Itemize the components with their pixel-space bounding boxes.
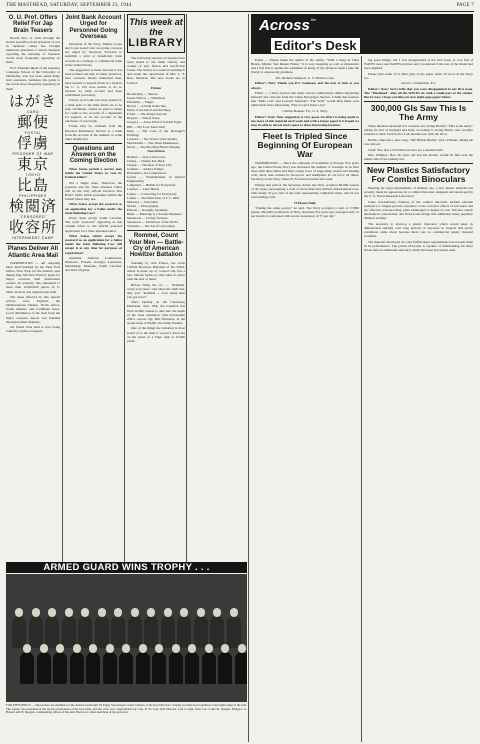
sailor-face <box>197 608 205 617</box>
answer-paragraph: Alabama, Arizona, Connecticut, Delaware, Florida, Georgia, Louisiana, Mississippi, Montana, South Carolina, and West Virginia. <box>65 256 122 273</box>
sailor-figure <box>119 652 133 684</box>
article-paragraph: The following selected accessions have been added to the Main Library and consist of new fiction and non-fiction books. The library is located in building E and under the supervision of Mrs. L. F. Barr, librarian. The new books are as follows: <box>127 56 185 85</box>
kanji-card: はがき <box>8 91 57 110</box>
sailor-face <box>32 608 40 617</box>
column-rule <box>186 14 187 562</box>
kanji-caption: TOKYO <box>25 172 41 177</box>
sailor-figure <box>12 616 26 648</box>
book-entry: Forest — The King Lives On <box>127 112 167 117</box>
divider <box>364 163 473 164</box>
column-1 <box>6 14 60 560</box>
nonfiction-label: Non-Fiction <box>147 149 165 154</box>
column-3 <box>127 14 185 560</box>
article-paragraph: Forms may be obtained from the Personal Remittance Service to a bank from the account of the remitter or some other beneficiary. <box>65 124 122 141</box>
letter-paragraph: Editor — Please thank the author of the article, "With a Song in Their Hearts, Marine Vets Return Home." It is very inspiring as well as impressive and I feel that it speaks the sentiment of many of my division when I take the liberty to express my gratitude. <box>251 58 359 75</box>
sailor-figure <box>20 652 34 684</box>
folio-page-number: PAGE 7 <box>456 3 474 8</box>
letter-signature: Charles Hansen, F1c, U. S. Navy <box>282 109 328 114</box>
headline-joint-bank: Joint Bank Account Urged for Personnel Going Overseas <box>65 15 122 40</box>
sailor-figure <box>103 652 117 684</box>
sailor-figure <box>62 616 76 648</box>
nonfiction-list <box>127 155 185 229</box>
book-entry: Bennett — Soil to the Lotus <box>127 154 166 159</box>
sailor-face <box>147 608 155 617</box>
book-entry: Jacobs — Fundamentals of Optical Engineering <box>127 175 185 184</box>
sailor-face <box>230 608 238 617</box>
letter-paragraph: Please give some of us little guys in the paper. After all we're in the Navy too. <box>364 71 473 80</box>
article-paragraph: WASHINGTON — All outgoing letter mail handled by the Fleet Post Office, New York, for the Atlantic area during July, left New York by plane for major overseas mail distribution centers. In quantity, this amounted to more than 10,000,000 pieces of V-Mail, air mail, and regular letter mail. <box>6 260 60 294</box>
sailor-face <box>139 644 147 653</box>
article-paragraph: Prof. Yasutaka Ikeda of the Japanese Language School of the University of Oklahoma, who has been asked many such questions, furnishes this guide to the words most frequently appearing on them. <box>6 66 60 91</box>
kanji-postal: 郵便 <box>16 112 49 131</box>
column-4 <box>251 58 359 740</box>
article-paragraph: During that period, the Secretary stated, the Navy acquired 60,000 vessels of all types, representing a total of more than nine million displacement tons, with nearly 32 per cent of the total representing combatant ships, and 22 per cent landing craft. <box>251 182 359 199</box>
sailor-figure <box>29 616 43 648</box>
sailor-figure <box>136 652 150 684</box>
armed-guard-photo <box>6 574 247 702</box>
answer-paragraph: Every State except South Carolina. The word "postcard" appearing in this column refers to the official postcard application for a State absentee ballot. <box>65 216 122 233</box>
sailor-figure <box>218 652 232 684</box>
book-entry: Rider — Marriage is a Serious Business <box>127 211 182 216</box>
sailor-figure <box>111 616 125 648</box>
article-paragraph: Three hundred thousand GIs overseas saw Irving Berlin's "This is the Army" during its tour of England and Italy, according to Irving Berlin, who recently returned to New York from a four-months tour with the show. <box>364 124 473 137</box>
letter-paragraph: ing great things; but I was disappointed at the first issue. It was full of WAVES news and WAVES pictures and I wondered if the rest of the island had been slighted. <box>364 58 473 71</box>
headline-fleet-tripled: Fleet Is Tripled Since Beginning Of European War <box>257 130 353 159</box>
kanji-caption: PRISONER OF WAR <box>12 151 54 156</box>
headline-rommel: Rommel, Count Your Men — Battle-Cry of American Howitzer Battalion <box>128 233 184 259</box>
sailor-figure <box>95 616 109 648</box>
book-entry: Sanderson — Living Treasure <box>127 216 168 221</box>
editor-note: Editor's Note: Sorry fella that you were disappointed in our first issue. The "Masthead" after all the WAVES do rank a small part of the station. But by now, I hope you like our new eight page paper better. <box>364 87 473 100</box>
masthead-title: Editor's Desk <box>271 38 360 53</box>
article-paragraph: "During the same period," he said, "the Navy accepted a total of 57,800 planes. Monthly production of Navy airplanes five years ago averaged only 12 per month as contrasted with recent acceptance of 75 per day." <box>251 206 359 219</box>
divider <box>127 230 185 231</box>
column-rule <box>248 14 249 742</box>
sailor-face <box>205 644 213 653</box>
headline-new-plastics: New Plastics Satisfactory For Combat Binoculars <box>367 165 470 185</box>
letter-signature: Jason C. Lichterman, F1c <box>401 81 436 86</box>
sailor-figure <box>86 652 100 684</box>
kanji-prisoner: 俘虜 <box>16 133 49 152</box>
sailor-figure <box>152 652 166 684</box>
sailor-face <box>114 608 122 617</box>
column-rule <box>361 56 362 742</box>
kanji-caption: CARD <box>26 109 39 114</box>
book-entry: Cherne — The Rest of Your Life <box>127 162 172 167</box>
sailor-figure <box>202 652 216 684</box>
sailor-figure <box>37 652 51 684</box>
fiction-label: Fiction <box>150 86 162 91</box>
kanji-philippines: 比島 <box>16 175 49 194</box>
article-paragraph: The material developed not only fulfills these requirements but exceeds them in its performance. The plastic binocular is capable of withstanding far more shock than an aluminum binocular which had been previously used. <box>364 239 473 253</box>
sailor-face <box>213 608 221 617</box>
sailor-figure <box>144 616 158 648</box>
editor-note: Editor's Note: Thank you Pvt. Sampson, and the best of luck to you always. <box>251 81 359 90</box>
book-entry: Pierson — Roughly Speaking <box>127 207 168 212</box>
sailor-face <box>15 608 23 617</box>
kanji-tokyo: 東京 <box>16 154 49 173</box>
article-paragraph: Personnel of the Navy, Marine Corps and Coast Guard who are going overseas are urged by Secretary Forrestal to establish a joint or beneficiary bank account in a savings or commercial bank in the United States. <box>65 42 122 67</box>
article-paragraph: WASHINGTON — Since the outbreak of hostilities in Europe five years ago, the United States Navy has increased the number of warships in its fleet more than three times and built a huge force of supporting vessels and landing craft, more than trebled its firepower and multiplied its air force 20 times, Secretary of the Navy James E. Forrestal revealed last week. <box>251 160 359 182</box>
sailor-figure <box>70 652 84 684</box>
book-entry: Chang — Chiang Kai-Shek <box>127 158 165 163</box>
sailor-figure <box>161 616 175 648</box>
headline-jap-brain-teasers: O. U. Prof. Offers Relief For Jap Brain Teasers <box>8 15 58 34</box>
book-entry: Dragon — Ninety Keep <box>127 116 160 121</box>
book-entry: Hydraulics, Air Compressors <box>127 171 167 176</box>
sailor-figure <box>78 616 92 648</box>
article-paragraph: The necessity to develop a plastic binocular which would keep its dimensional stability over long periods of exposure to tropical and Arctic conditions came about because there was no commercial plastic material available. <box>364 222 473 239</box>
question-paragraph: What States permit a service man inside the United States to vote by Federal ballot? <box>65 166 122 179</box>
folio-date: THE MASTHEAD, SATURDAY, SEPTEMBER 23, 1944 <box>6 3 132 8</box>
book-entry: Leonard — The Secret of the Sphinx <box>127 136 178 141</box>
sailor-face <box>89 644 97 653</box>
editors-desk-masthead <box>251 14 473 54</box>
book-entry: Graham — Andre's Pompe <box>127 166 164 171</box>
book-entry: Stevenson — Northwest of the World <box>127 220 178 225</box>
book-entry: Lascher — Lake Huron <box>127 187 160 192</box>
column-rule <box>124 14 125 562</box>
sailor-face <box>172 644 180 653</box>
sailor-face <box>180 608 188 617</box>
headline-planes-mail: Planes Deliver All Atlantic Area Mail <box>7 246 59 259</box>
headline-this-is-the-army: 300,000 GIs Saw This Is The Army <box>370 103 467 123</box>
article-paragraph: Mrs. Whitney: He's 46 years old and his mother would let him read the ladies' side of the laundry list. <box>364 153 473 162</box>
photo-caption: FOR EFFICIENCY — Shown here are members of the Armed Guard unit SS Edgar Snowberger, latest winners of the Port Director's Trophy awarded in recognition of the high rating of the unit. The trophy was presented at the recent ceremonies on the forecastle, and the crew was congratulated by Capt. R. W. Cary, Port Director. Left to right, front row: Louis M. Spiegel, Ensign J. A. Bassett and W. Reagan, commanding officer of the unit. Back row: other members of the gun crew. <box>6 703 247 715</box>
editor-note: Editor's Note: Your suggestion is very good. An effort is being made to use more of this material each week and with a larger paper it is hoped we may be able to devote more space to these interesting features. <box>251 114 359 127</box>
headline-election-qa: Questions and Answers on the Coming Election <box>69 145 118 165</box>
book-entry: Lasker — The Education of T. C. Mits <box>127 195 180 200</box>
sailor-face <box>106 644 114 653</box>
column-5 <box>364 58 473 740</box>
sailor-face <box>98 608 106 617</box>
article-paragraph: Before firing the cry — "Rommel, count your men," and when the shell hits, they yell, "Rommel — how many men you got now?" <box>127 282 185 299</box>
article-paragraph: All fourth class mail is now being routed by surface transport. <box>6 325 60 334</box>
question-paragraph: What States accept the postcard as an application for a ballot under the State Balloting Law? <box>65 202 122 215</box>
sailor-face <box>221 644 229 653</box>
book-entry: Diary of the Devil and the Deep <box>127 108 171 113</box>
kanji-caption: POSTAL <box>24 130 42 135</box>
sailor-face <box>73 644 81 653</box>
sailor-figure <box>185 652 199 684</box>
sailor-figure <box>45 616 59 648</box>
book-entry: Lauter — Cartooning for Everybody <box>127 191 177 196</box>
sailor-face <box>188 644 196 653</box>
kanji-glossary <box>6 93 60 241</box>
letter-paragraph: Editor — I have noticed that many service publications utilize interesting material and cartoons from the Camp Newspaper Service. I think that features like "Male Call" and Leonard Sansone's "The Wolf" would help make your publication more interesting. Why not give them a try? <box>251 91 359 108</box>
question-paragraph: What States which accept the postcard as an application for a ballot under the State Balloting Law will accept it at any time for purposes of registration? <box>65 234 122 255</box>
column-2 <box>65 14 122 560</box>
sailor-figure <box>169 652 183 684</box>
sailor-face <box>56 644 64 653</box>
article-paragraph: Some revolutionary features of the combat binocular include extreme resistance to fungus growth, resistance to the corrosive effects of salt water and air, effective waterproofing when submerged to depths of over 100 feet, sturdy mechanical construction, and fixed-focus design that eliminates many pupillary distance settings. <box>364 200 473 221</box>
divider <box>251 129 359 130</box>
sailor-face <box>65 608 73 617</box>
divider <box>65 143 122 144</box>
book-entry: Nobbe — Photography <box>127 203 159 208</box>
article-paragraph: The suggestion is made because it has been pointed out that, in many instances, men overseas, mostly unmarried men, have desired to deposit funds in a bank in the U. S., but were unable to do so because no bank account had been established previously. <box>65 68 122 97</box>
sailor-face <box>40 644 48 653</box>
divider <box>364 101 473 102</box>
kanji-caption: INTERNMENT CAMP <box>12 236 54 241</box>
sailor-face <box>122 644 130 653</box>
sailor-face <box>131 608 139 617</box>
sailor-figure <box>53 652 67 684</box>
masthead-across: Across <box>259 17 310 34</box>
article-paragraph: Chief: Yes, he's a bit balled, but he's not a sheltered life. <box>368 147 444 152</box>
sailor-face <box>81 608 89 617</box>
book-entry: Boomerang — Sharon <box>127 91 158 96</box>
kanji-caption: PHILIPPINES <box>19 193 47 198</box>
divider <box>6 243 60 244</box>
sailor-face <box>238 644 246 653</box>
book-entry: Marlowe — Education <box>127 199 159 204</box>
library-box-title: LIBRARY <box>128 37 184 49</box>
kanji-caption: "CENSORED" <box>19 215 47 220</box>
column-rule <box>62 14 63 562</box>
masthead-the: the <box>311 18 316 22</box>
article-paragraph: Unless an account has been opened in a bank prior to the time funds are to be sent, allotments cannot be paid to banks for credit to the account of a dependent for support, or for the account of the purchaser of war bonds. <box>65 98 122 123</box>
article-paragraph: Meeting the rigid requirements of military use, a new plastic material has recently made its appearance in a combat binocular, designed and developed by the U. S. Naval Research Laboratory. <box>364 186 473 199</box>
book-entry: Gregory — Acres Wild of Golden Eagle <box>127 120 182 125</box>
sailor-figure <box>235 652 248 684</box>
kanji-internment: 收容所 <box>8 218 57 237</box>
book-entry: Green Willow — Wilkinson <box>127 95 166 100</box>
article-paragraph: One of the things the battalion is most proud of is the time it scored a direct hit on the turret of a Tiger tank at 16,000 yards. <box>127 326 185 343</box>
article-paragraph: The areas affected by this special service were England, the Mediterranean Theatre, North Africa, South Atlantic, and Caribbean bases. Local distribution of the mail from the major overseas depots was handled through normal channels. <box>6 295 60 324</box>
book-entry: Hill — My Love Must Wait <box>127 124 165 129</box>
sailor-face <box>48 608 56 617</box>
subhead: 75 Planes Daily <box>293 200 317 205</box>
sailor-figure <box>227 616 241 648</box>
book-entry: Townsite — The Art of Cartooning <box>127 224 175 229</box>
library-box <box>127 14 185 53</box>
book-entry: Brown — A Walk in the Sun <box>127 104 166 109</box>
book-entry: King — The Case of the Dowager's Etchings <box>127 128 185 137</box>
article-paragraph: Standing by thru France, the crack 155mm Howitzer Battalion of the 333rd, which is made up of colored GIs, has a new famous battle-cry that takes its place with the best of them. <box>127 260 185 281</box>
sailor-figure <box>194 616 208 648</box>
kanji-censored: 検閲済 <box>8 197 57 216</box>
article-paragraph: Berlin composed a new song, "My British Buddy" and a Fishtail, during his tour abroad. <box>364 137 473 147</box>
sailor-face <box>164 608 172 617</box>
book-entry: MacDonald — The Three Musketeers <box>127 140 179 145</box>
sailor-figure <box>177 616 191 648</box>
folio-bar <box>6 3 474 12</box>
article-paragraph: Recent flow of cards through the station postoffice from prisoners of war in Japanese camps has brought numerous questions to station linguists regarding the meaning of Japanese words most frequently appearing on them. <box>6 35 60 65</box>
sailor-figure <box>128 616 142 648</box>
letter-signature: Pvt. Richard Sampson, U. S. Marine Corps <box>275 75 335 80</box>
book-entry: Molly — The Mocking Bird is Singing <box>127 144 181 149</box>
photo-banner: ARMED GUARD WINS TROPHY . . . <box>6 562 247 573</box>
book-entry: Elizabeth — Finger <box>127 99 154 104</box>
sailor-face <box>155 644 163 653</box>
article-paragraph: Since landing on the Cherbourg Peninsula, June 18th, the battalion has fired 10,000 rounds to date into the depth of the Axis expansion with devastating effect, reports Sgt. Bill Davidson, in the recent issue of YANK, the Army Weekly. <box>127 300 185 325</box>
sailor-face <box>23 644 31 653</box>
library-box-kicker: This week at the <box>129 17 183 37</box>
answer-paragraph: Not a single State. Therefore, the postcard and the State absentee ballot will be the only official Election War Ballot forms which personnel within the United States may use. <box>65 180 122 201</box>
sailor-figure <box>210 616 224 648</box>
fiction-list <box>127 92 185 149</box>
book-entry: Lampland — British for Everybody <box>127 183 176 188</box>
